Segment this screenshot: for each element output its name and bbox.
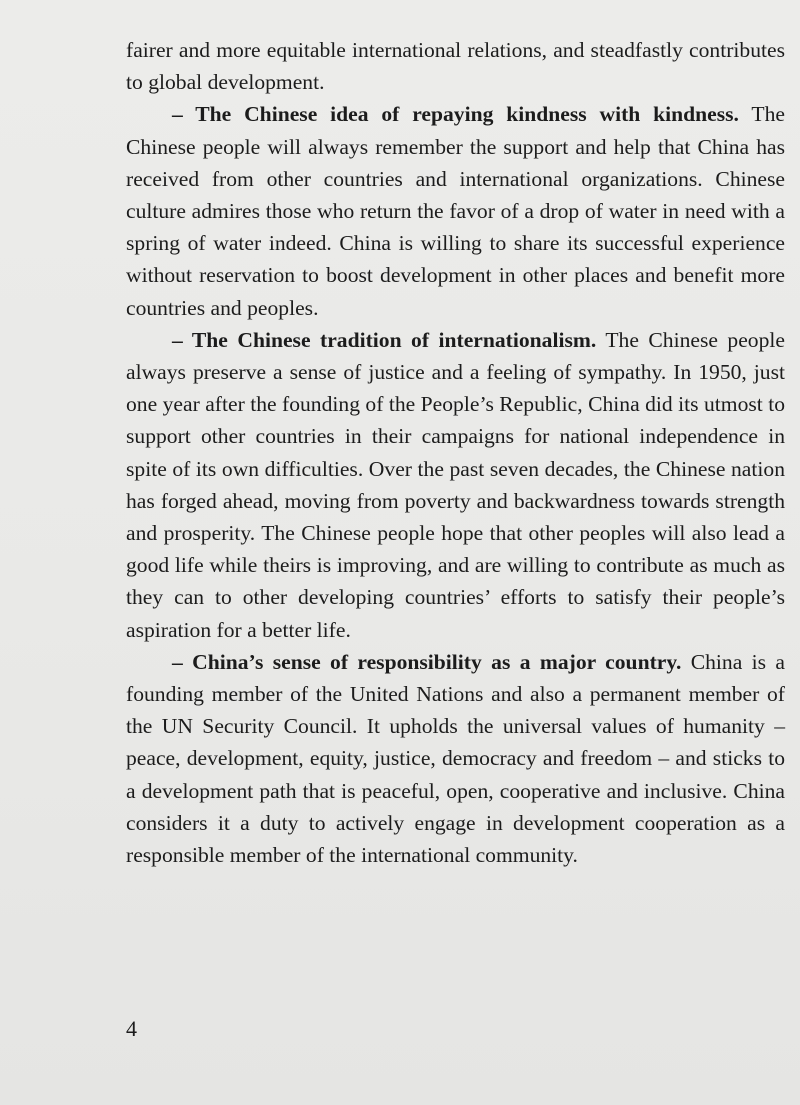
paragraph-1 — [126, 34, 785, 98]
page-number: 4 — [126, 1016, 137, 1041]
paragraph-2 — [126, 98, 785, 323]
paragraph-4-lead: – China’s sense of responsibility as a major country. — [172, 649, 682, 674]
paragraph-3-text: The Chinese people always preserve a sense of justice and a feeling of sympathy. In 1950, just one year after the founding of the People’s Republic, China did its utmost to support other countries in their campaigns for national independence in spite of its own difficulties. Over the past seven decades, the Chinese nation has forged ahead, moving from poverty and backwardness towards strength and prosperity. The Chinese people hope that other peoples will also lead a good life while theirs is improving, and are willing to contribute as much as they can to other developing countries’ efforts to satisfy their people’s aspiration for a better life. — [126, 327, 785, 642]
paragraph-2-lead: – The Chinese idea of repaying kindness with kindness. — [172, 102, 739, 127]
body-text — [126, 34, 785, 871]
paragraph-3 — [126, 324, 785, 646]
paragraph-4 — [126, 646, 785, 871]
paragraph-4-text: China is a founding member of the United Nations and also a permanent member of the UN Security Council. It upholds the universal values of humanity – peace, development, equity, justice, democracy and freedom – and sticks to a development path that is peaceful, open, cooperative and inclusive. China considers it a duty to actively engage in development cooperation as a responsible member of the international community. — [126, 649, 785, 868]
paragraph-1-text: fairer and more equitable international relations, and steadfastly contributes to global development. — [126, 38, 785, 95]
paragraph-3-lead: – The Chinese tradition of internationalism. — [172, 327, 597, 352]
paragraph-2-text: The Chinese people will always remember the support and help that China has received from other countries and international organizations. Chinese culture admires those who return the favor of a drop of water in need with a spring of water indeed. China is willing to share its successful experience without reservation to boost development in other places and benefit more countries and peoples. — [126, 102, 785, 320]
